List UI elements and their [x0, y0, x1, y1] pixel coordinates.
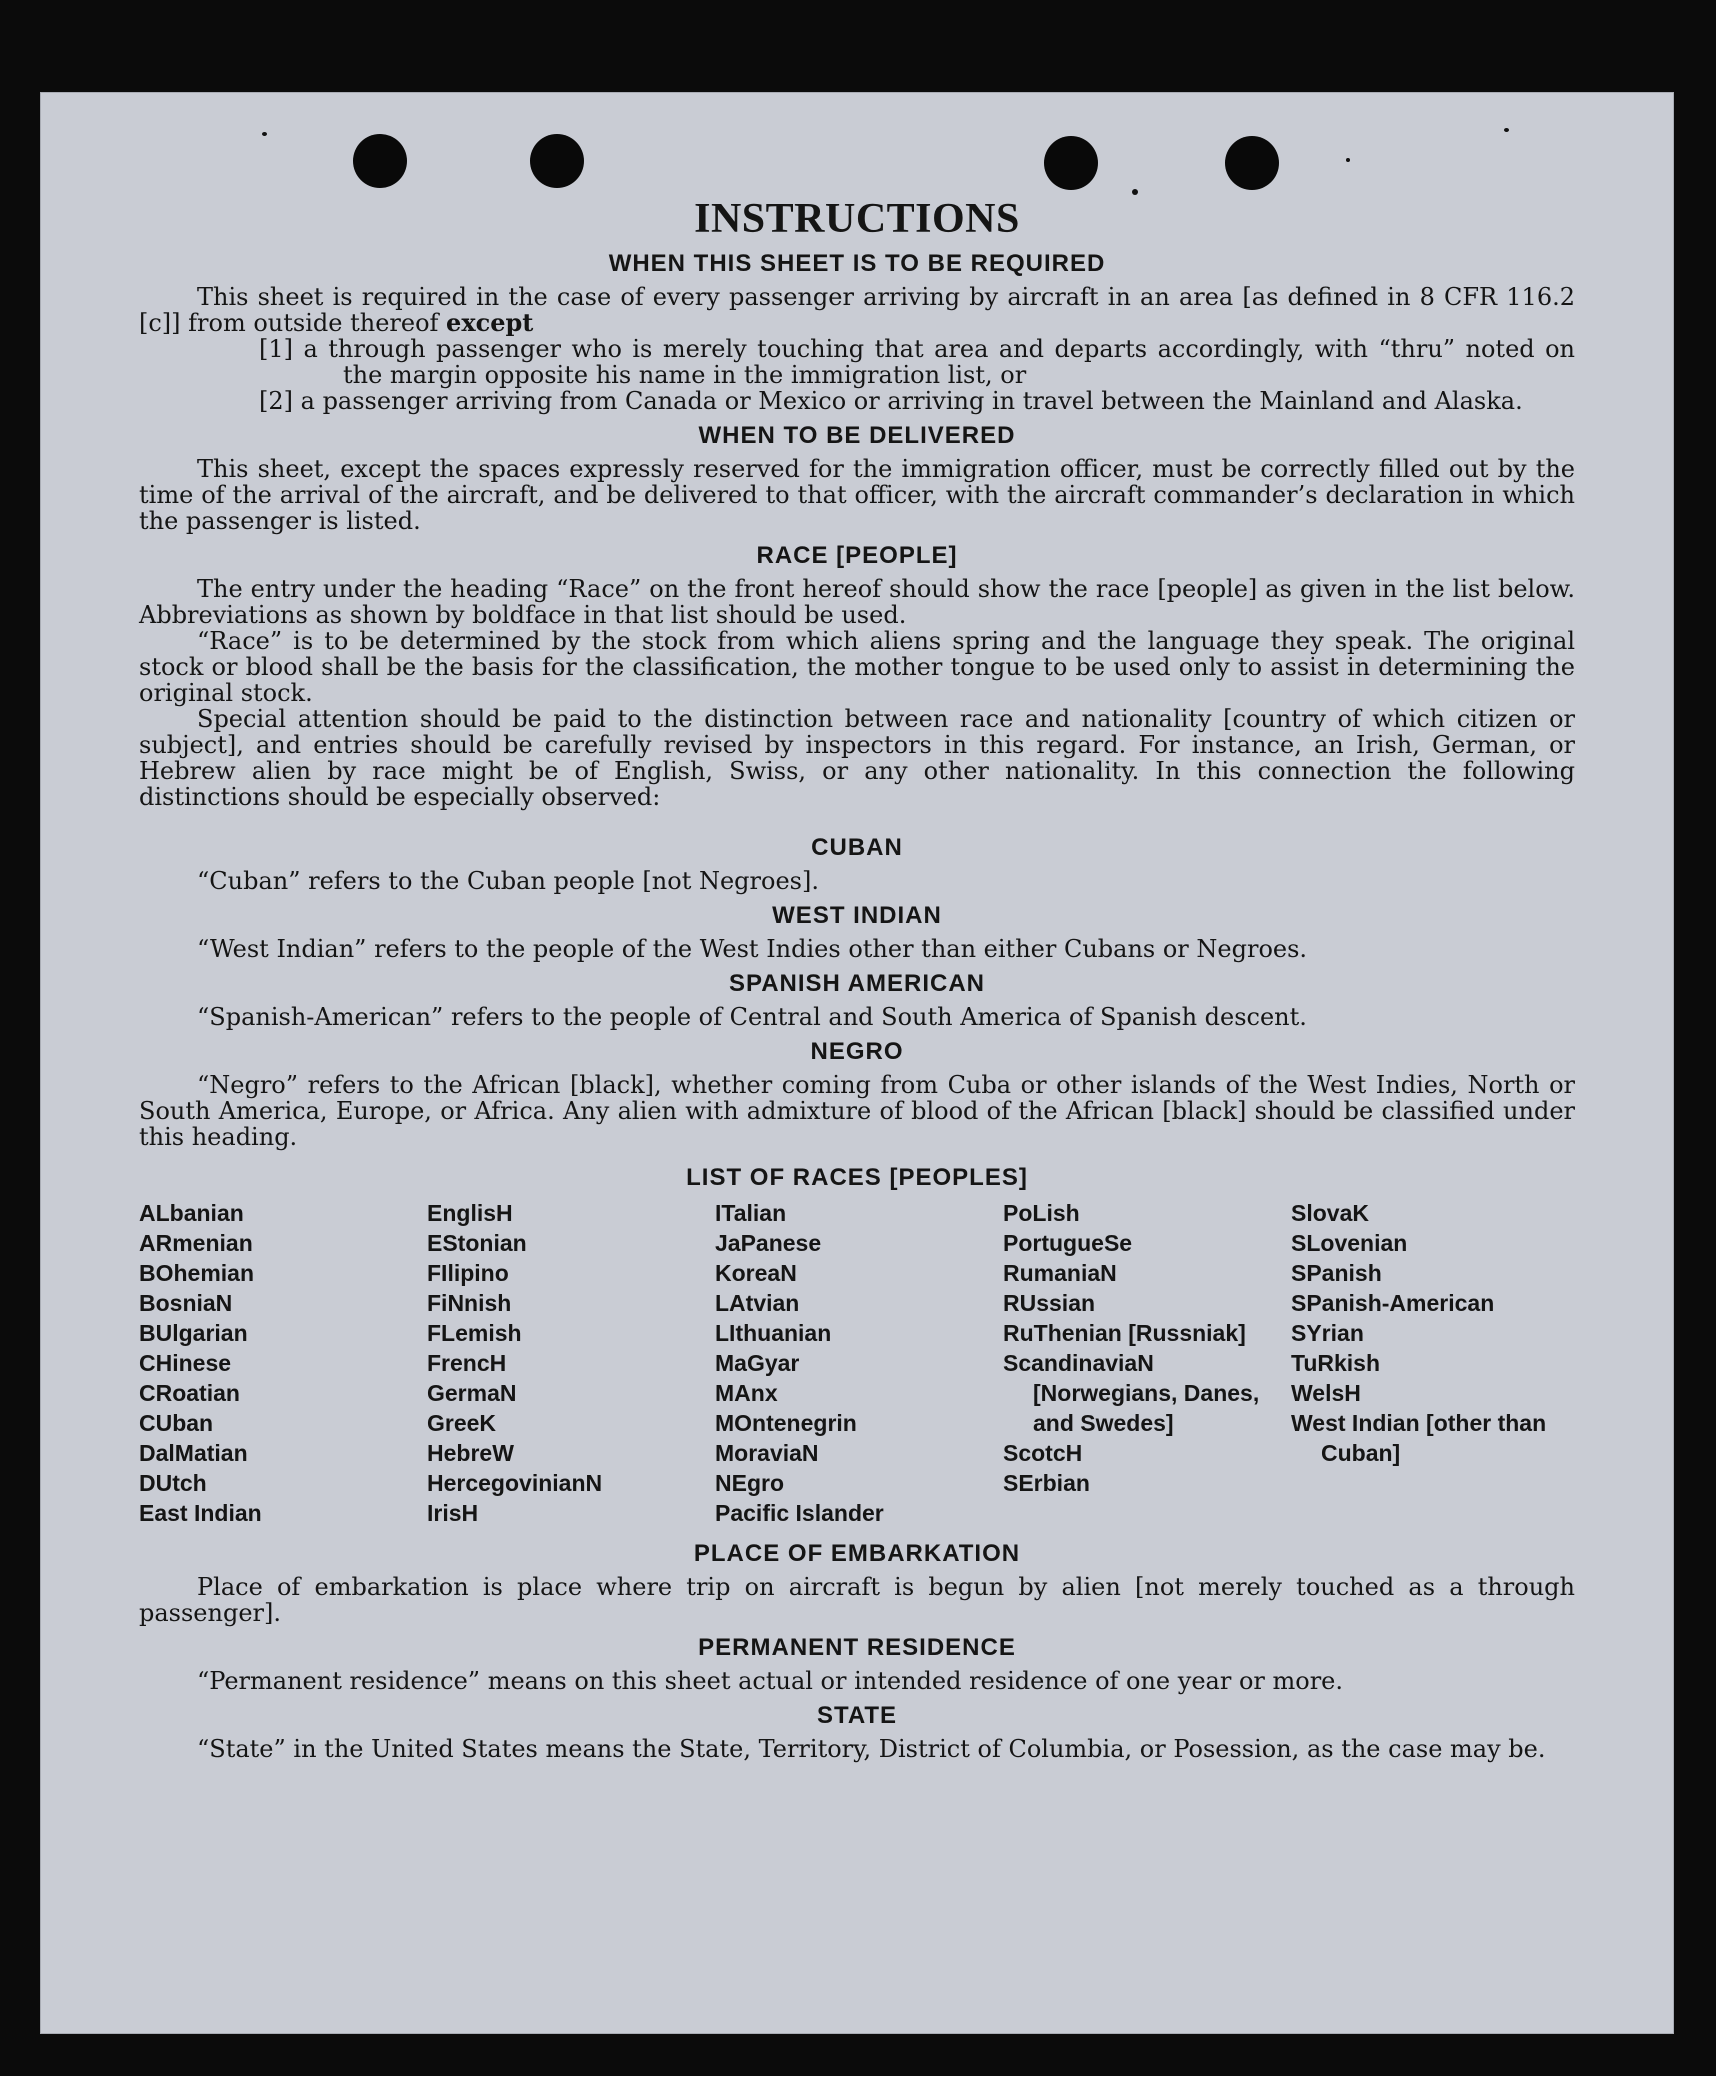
heading-state: STATE	[816, 1702, 898, 1729]
race-item: MOntenegrin	[715, 1410, 857, 1436]
paragraph-race-1: The entry under the heading “Race” on the front hereof should show the race [people] as given in the list below. Abbreviations as shown by boldface in that list should be used.	[139, 575, 1575, 629]
race-item: CHinese	[139, 1350, 232, 1376]
race-item: LAtvian	[715, 1290, 800, 1316]
heading-negro: NEGRO	[810, 1038, 904, 1065]
race-item: PoLish	[1003, 1200, 1080, 1226]
race-item: Pacific Islander	[715, 1500, 884, 1526]
race-item: GermaN	[427, 1380, 517, 1406]
exception-item-2: [2] a passenger arriving from Canada or Mexico or arriving in travel between the Mainland and Alaska.	[259, 387, 1523, 415]
race-item: EStonian	[427, 1230, 527, 1256]
paragraph-race-2: “Race” is to be determined by the stock from which aliens spring and the language they speak. The original stock or blood shall be the basis for the classification, the mother tongue to be used only to assist in determining the original stock.	[139, 627, 1575, 707]
race-item: HebreW	[427, 1440, 514, 1466]
race-item: SPanish	[1291, 1260, 1382, 1286]
race-item: PortugueSe	[1003, 1230, 1133, 1256]
race-item: BosniaN	[139, 1290, 233, 1316]
race-item: West Indian [other than Cuban]	[1291, 1410, 1547, 1466]
instructions-content	[139, 196, 1575, 1762]
races-column-5	[1291, 1198, 1575, 1528]
race-item: East Indian	[139, 1500, 262, 1526]
document-sheet	[40, 92, 1674, 2034]
paragraph-required: This sheet is required in the case of every passenger arriving by aircraft in an area [as defined in 8 CFR 116.2 [c]] from outside thereof except	[139, 283, 1575, 337]
heading-west-indian: WEST INDIAN	[772, 902, 942, 929]
race-item: DUtch	[139, 1470, 207, 1496]
paragraph-negro: “Negro” refers to the African [black], whether coming from Cuba or other islands of the West Indies, North or South America, Europe, or Africa. Any alien with admixture of blood of the African [black] should be classified under this heading.	[139, 1071, 1575, 1151]
race-item: SYrian	[1291, 1320, 1364, 1346]
race-item: FIlipino	[427, 1260, 509, 1286]
heading-list-of-races: LIST OF RACES [PEOPLES]	[686, 1164, 1028, 1191]
race-item: FrencH	[427, 1350, 507, 1376]
heading-when-required: WHEN THIS SHEET IS TO BE REQUIRED	[608, 250, 1106, 277]
race-item: MaGyar	[715, 1350, 800, 1376]
race-item: GreeK	[427, 1410, 497, 1436]
race-item: BUlgarian	[139, 1320, 248, 1346]
races-column-4	[1003, 1198, 1291, 1528]
paragraph-state: “State” in the United States means the State, Territory, District of Columbia, or Posession, as the case may be.	[197, 1735, 1546, 1763]
race-item: ALbanian	[139, 1200, 244, 1226]
race-item: HercegovinianN	[427, 1470, 603, 1496]
paragraph-permanent-residence: “Permanent residence” means on this sheet actual or intended residence of one year or more.	[197, 1667, 1343, 1695]
race-item: LIthuanian	[715, 1320, 832, 1346]
race-item: CUban	[139, 1410, 214, 1436]
punch-hole	[353, 134, 407, 188]
page-title: INSTRUCTIONS	[694, 196, 1020, 242]
heading-race: RACE [PEOPLE]	[756, 542, 958, 569]
punch-hole	[1225, 136, 1279, 190]
heading-spanish-american: SPANISH AMERICAN	[728, 970, 985, 997]
race-item: SErbian	[1003, 1470, 1090, 1496]
race-item: CRoatian	[139, 1380, 240, 1406]
paragraph-race-3: Special attention should be paid to the distinction between race and nationality [country of which citizen or subject], and entries should be carefully revised by inspectors in this regard. For instance, an Irish, German, or Hebrew alien by race might be of English, Swiss, or any other nationality. In this connection the following distinctions should be especially observed:	[139, 705, 1575, 811]
races-column-2	[427, 1198, 715, 1528]
paragraph-cuban: “Cuban” refers to the Cuban people [not Negroes].	[197, 867, 819, 895]
race-item: JaPanese	[715, 1230, 822, 1256]
paragraph-delivered: This sheet, except the spaces expressly reserved for the immigration officer, must be correctly filled out by the time of the arrival of the aircraft, and be delivered to that officer, with the aircraft commander’s declaration in which the passenger is listed.	[139, 455, 1575, 535]
races-column-3	[715, 1198, 1003, 1528]
race-item: RumaniaN	[1003, 1260, 1117, 1286]
heading-permanent-residence: PERMANENT RESIDENCE	[698, 1634, 1016, 1661]
races-column-1	[139, 1198, 427, 1528]
race-item: FiNnish	[427, 1290, 512, 1316]
heading-when-delivered: WHEN TO BE DELIVERED	[698, 422, 1016, 449]
race-item: ARmenian	[139, 1230, 253, 1256]
race-item: WelsH	[1291, 1380, 1361, 1406]
races-list	[139, 1198, 1575, 1528]
exception-item-1: [1] a through passenger who is merely touching that area and departs accordingly, with “thru” noted on the margin opposite his name in the immigration list, or	[259, 335, 1575, 389]
race-item: MoraviaN	[715, 1440, 819, 1466]
punch-hole	[1044, 136, 1098, 190]
race-item: ScandinaviaN [Norwegians, Danes, and Swedes]	[1003, 1350, 1260, 1436]
paragraph-spanish-american: “Spanish-American” refers to the people of Central and South America of Spanish descent.	[197, 1003, 1307, 1031]
paragraph-embarkation: Place of embarkation is place where trip on aircraft is begun by alien [not merely touched as a through passenger].	[139, 1573, 1575, 1627]
race-item: SlovaK	[1291, 1200, 1369, 1226]
race-item: EnglisH	[427, 1200, 513, 1226]
heading-cuban: CUBAN	[811, 834, 903, 861]
race-item: MAnx	[715, 1380, 778, 1406]
race-item: RuThenian [Russniak]	[1003, 1320, 1246, 1346]
paragraph-west-indian: “West Indian” refers to the people of the West Indies other than either Cubans or Negroes.	[197, 935, 1308, 963]
race-item: DalMatian	[139, 1440, 248, 1466]
punch-hole	[530, 134, 584, 188]
race-item: TuRkish	[1291, 1350, 1381, 1376]
race-item: KoreaN	[715, 1260, 797, 1286]
race-item: SLovenian	[1291, 1230, 1408, 1256]
race-item: IrisH	[427, 1500, 479, 1526]
race-item: ScotcH	[1003, 1440, 1083, 1466]
race-item: NEgro	[715, 1470, 784, 1496]
race-item: SPanish-American	[1291, 1290, 1495, 1316]
heading-embarkation: PLACE OF EMBARKATION	[693, 1540, 1021, 1567]
race-item: ITalian	[715, 1200, 787, 1226]
race-item: BOhemian	[139, 1260, 255, 1286]
race-item: FLemish	[427, 1320, 522, 1346]
race-item: RUssian	[1003, 1290, 1096, 1316]
